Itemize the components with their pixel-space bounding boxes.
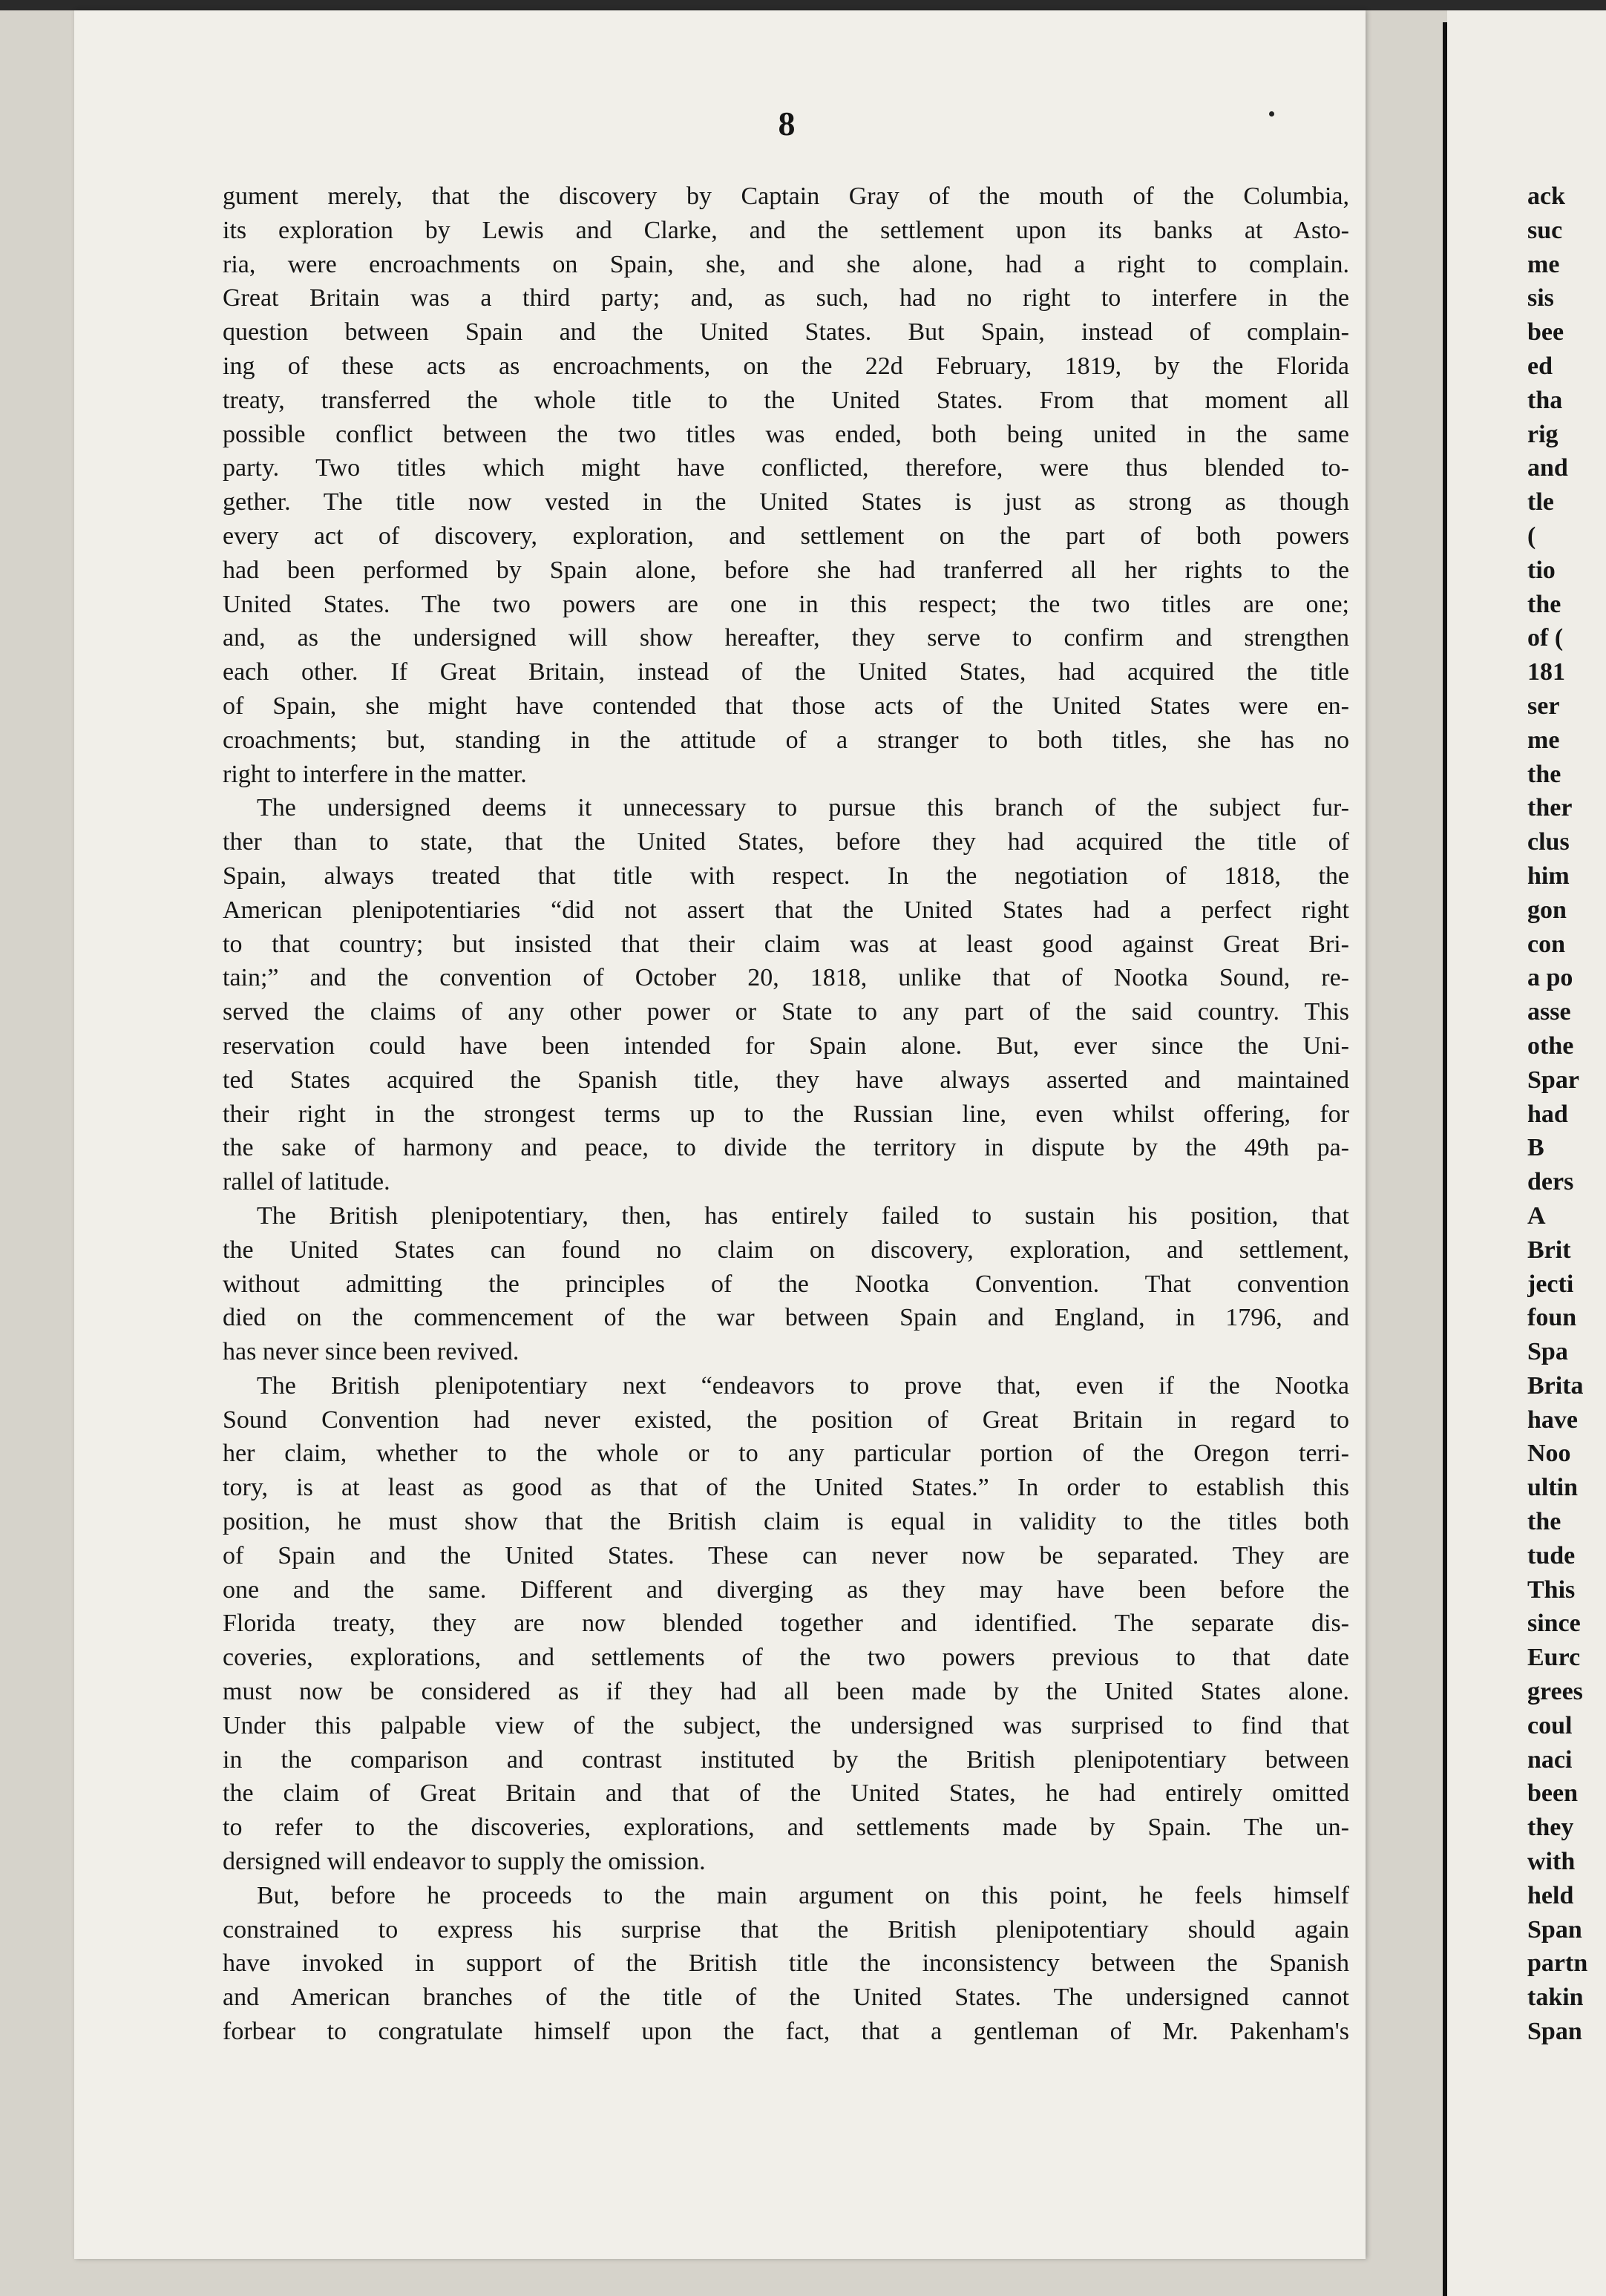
adjacent-fragment: have	[1527, 1406, 1578, 1434]
text-line: each other. If Great Britain, instead of the United States, had acquired the title	[223, 658, 1349, 686]
text-line: and American branches of the title of the United States. The undersigned cannot	[223, 1984, 1349, 2012]
adjacent-fragment: Span	[1527, 2018, 1582, 2046]
adjacent-fragment: bee	[1527, 318, 1564, 347]
text-line: Sound Convention had never existed, the position of Great Britain in regard to	[223, 1406, 1349, 1434]
adjacent-fragment: of (	[1527, 624, 1564, 652]
adjacent-fragment: the	[1527, 760, 1561, 788]
adjacent-fragment: ed	[1527, 352, 1553, 380]
text-line: served the claims of any other power or State to any part of the said country. This	[223, 998, 1349, 1026]
adjacent-fragment: partn	[1527, 1949, 1588, 1978]
adjacent-fragment: naci	[1527, 1745, 1573, 1774]
text-line: Under this palpable view of the subject, the undersigned was surprised to find that	[223, 1711, 1349, 1739]
adjacent-fragment: Spar	[1527, 1066, 1579, 1094]
text-line: dersigned will endeavor to supply the omission.	[223, 1848, 706, 1876]
adjacent-fragment: rig	[1527, 420, 1559, 448]
adjacent-fragment: tha	[1527, 386, 1563, 414]
adjacent-fragment: Brita	[1527, 1371, 1584, 1400]
text-line: party. Two titles which might have conflicted, therefore, were thus blended to-	[223, 454, 1349, 482]
body-text	[223, 180, 1349, 2049]
text-line: must now be considered as if they had all been made by the United States alone.	[223, 1678, 1349, 1706]
adjacent-fragment: been	[1527, 1780, 1578, 1808]
ink-speck	[1269, 111, 1274, 117]
adjacent-fragment: asse	[1527, 998, 1571, 1026]
adjacent-fragment: sis	[1527, 284, 1554, 312]
adjacent-fragment: since	[1527, 1610, 1581, 1638]
adjacent-fragment: coul	[1527, 1711, 1573, 1739]
adjacent-fragment: Brit	[1527, 1236, 1571, 1264]
text-line: the United States can found no claim on discovery, exploration, and settlement,	[223, 1236, 1349, 1264]
text-line: had been performed by Spain alone, before she had tranferred all her rights to the	[223, 556, 1349, 584]
text-line: gument merely, that the discovery by Captain Gray of the mouth of the Columbia,	[223, 183, 1349, 210]
text-line: Florida treaty, they are now blended together and identified. The separate dis-	[223, 1610, 1349, 1638]
adjacent-fragment: Span	[1527, 1915, 1582, 1944]
text-line: her claim, whether to the whole or to any particular portion of the Oregon terri-	[223, 1440, 1349, 1468]
text-line: their right in the strongest terms up to the Russian line, even whilst offering, for	[223, 1100, 1349, 1128]
text-line: croachments; but, standing in the attitude of a stranger to both titles, she has no	[223, 726, 1349, 754]
adjacent-fragment: (	[1527, 522, 1536, 550]
adjacent-fragment: a po	[1527, 964, 1573, 992]
text-line: rallel of latitude.	[223, 1168, 390, 1196]
text-line: Great Britain was a third party; and, as such, had no right to interfere in the	[223, 284, 1349, 312]
text-line: to that country; but insisted that their claim was at least good against Great Bri-	[223, 930, 1349, 958]
text-line: died on the commencement of the war between Spain and England, in 1796, and	[223, 1304, 1349, 1332]
adjacent-fragment: Eurc	[1527, 1644, 1581, 1672]
text-line: gether. The title now vested in the United States is just as strong as though	[223, 488, 1349, 516]
adjacent-fragment: grees	[1527, 1678, 1583, 1706]
adjacent-fragment: 181	[1527, 658, 1565, 686]
adjacent-fragment: the	[1527, 1508, 1561, 1536]
text-line: of Spain, she might have contended that those acts of the United States were en-	[223, 692, 1349, 720]
text-line: and, as the undersigned will show hereafter, they serve to confirm and strengthen	[223, 624, 1349, 652]
page-number: 8	[778, 105, 796, 142]
text-line: tory, is at least as good as that of the United States.” In order to establish this	[223, 1474, 1349, 1502]
adjacent-fragment: con	[1527, 930, 1565, 958]
text-line: But, before he proceeds to the main argument on this point, he feels himself	[257, 1881, 1349, 1909]
adjacent-fragment: takin	[1527, 1984, 1584, 2012]
text-line: its exploration by Lewis and Clarke, and the settlement upon its banks at Asto-	[223, 216, 1349, 244]
text-line: American plenipotentiaries “did not assert that the United States had a perfect right	[223, 896, 1349, 924]
text-line: one and the same. Different and diverging as they may have been before the	[223, 1575, 1349, 1604]
adjacent-fragment: Noo	[1527, 1440, 1571, 1468]
text-line: Spain, always treated that title with respect. In the negotiation of 1818, the	[223, 862, 1349, 890]
adjacent-fragment: ultin	[1527, 1474, 1579, 1502]
text-line: The undersigned deems it unnecessary to pursue this branch of the subject fur-	[257, 794, 1349, 822]
text-line: right to interfere in the matter.	[223, 760, 527, 788]
adjacent-fragment: This	[1527, 1575, 1576, 1604]
adjacent-fragment: held	[1527, 1881, 1574, 1909]
adjacent-fragment: ther	[1527, 794, 1573, 822]
adjacent-fragment: clus	[1527, 828, 1570, 856]
text-line: ted States acquired the Spanish title, they have always asserted and maintained	[223, 1066, 1349, 1094]
text-line: reservation could have been intended for Spain alone. But, ever since the Uni-	[223, 1031, 1349, 1060]
adjacent-fragment: ser	[1527, 692, 1560, 720]
text-line: the sake of harmony and peace, to divide the territory in dispute by the 49th pa-	[223, 1134, 1349, 1162]
adjacent-fragment: the	[1527, 590, 1561, 618]
text-line: has never since been revived.	[223, 1338, 520, 1366]
text-line: constrained to express his surprise that the British plenipotentiary should again	[223, 1915, 1349, 1944]
adjacent-fragment: othe	[1527, 1031, 1574, 1060]
text-line: United States. The two powers are one in this respect; the two titles are one;	[223, 590, 1349, 618]
text-line: of Spain and the United States. These can never now be separated. They are	[223, 1541, 1349, 1570]
text-line: coveries, explorations, and settlements of the two powers previous to that date	[223, 1644, 1349, 1672]
text-line: question between Spain and the United States. But Spain, instead of complain-	[223, 318, 1349, 347]
text-line: possible conflict between the two titles was ended, both being united in the same	[223, 420, 1349, 448]
text-line: tain;” and the convention of October 20, 1818, unlike that of Nootka Sound, re-	[223, 964, 1349, 992]
text-line: have invoked in support of the British title the inconsistency between the Spanish	[223, 1949, 1349, 1978]
adjacent-fragment: me	[1527, 726, 1560, 754]
text-line: to refer to the discoveries, explorations, and settlements made by Spain. The un-	[223, 1814, 1349, 1842]
adjacent-fragment: gon	[1527, 896, 1567, 924]
adjacent-fragment: tle	[1527, 488, 1554, 516]
adjacent-fragment: suc	[1527, 216, 1563, 244]
scan-top-edge	[0, 0, 1606, 10]
text-line: forbear to congratulate himself upon the fact, that a gentleman of Mr. Pakenham's	[223, 2018, 1349, 2046]
text-line: without admitting the principles of the Nootka Convention. That convention	[223, 1270, 1349, 1298]
adjacent-fragment: foun	[1527, 1304, 1577, 1332]
text-line: The British plenipotentiary, then, has entirely failed to sustain his position, that	[257, 1201, 1349, 1230]
text-line: position, he must show that the British claim is equal in validity to the titles both	[223, 1508, 1349, 1536]
text-line: ther than to state, that the United States, before they had acquired the title of	[223, 828, 1349, 856]
adjacent-fragment: Spa	[1527, 1338, 1568, 1366]
text-line: ing of these acts as encroachments, on the 22d February, 1819, by the Florida	[223, 352, 1349, 380]
adjacent-fragment: ders	[1527, 1168, 1574, 1196]
text-line: The British plenipotentiary next “endeavors to prove that, even if the Nootka	[257, 1371, 1349, 1400]
text-line: every act of discovery, exploration, and settlement on the part of both powers	[223, 522, 1349, 550]
text-line: in the comparison and contrast instituted by the British plenipotentiary between	[223, 1745, 1349, 1774]
adjacent-fragment: B	[1527, 1134, 1544, 1162]
adjacent-fragment: ack	[1527, 183, 1565, 210]
adjacent-page-fragments	[1527, 180, 1606, 2049]
adjacent-fragment: had	[1527, 1100, 1568, 1128]
adjacent-fragment: tude	[1527, 1541, 1576, 1570]
adjacent-fragment: they	[1527, 1814, 1574, 1842]
adjacent-fragment: him	[1527, 862, 1570, 890]
text-line: the claim of Great Britain and that of the United States, he had entirely omitted	[223, 1780, 1349, 1808]
adjacent-fragment: A	[1527, 1201, 1546, 1230]
text-line: treaty, transferred the whole title to the United States. From that moment all	[223, 386, 1349, 414]
adjacent-fragment: with	[1527, 1848, 1576, 1876]
adjacent-fragment: tio	[1527, 556, 1556, 584]
adjacent-fragment: jecti	[1527, 1270, 1574, 1298]
adjacent-fragment: me	[1527, 250, 1560, 278]
adjacent-fragment: and	[1527, 454, 1568, 482]
text-line: ria, were encroachments on Spain, she, and she alone, had a right to complain.	[223, 250, 1349, 278]
